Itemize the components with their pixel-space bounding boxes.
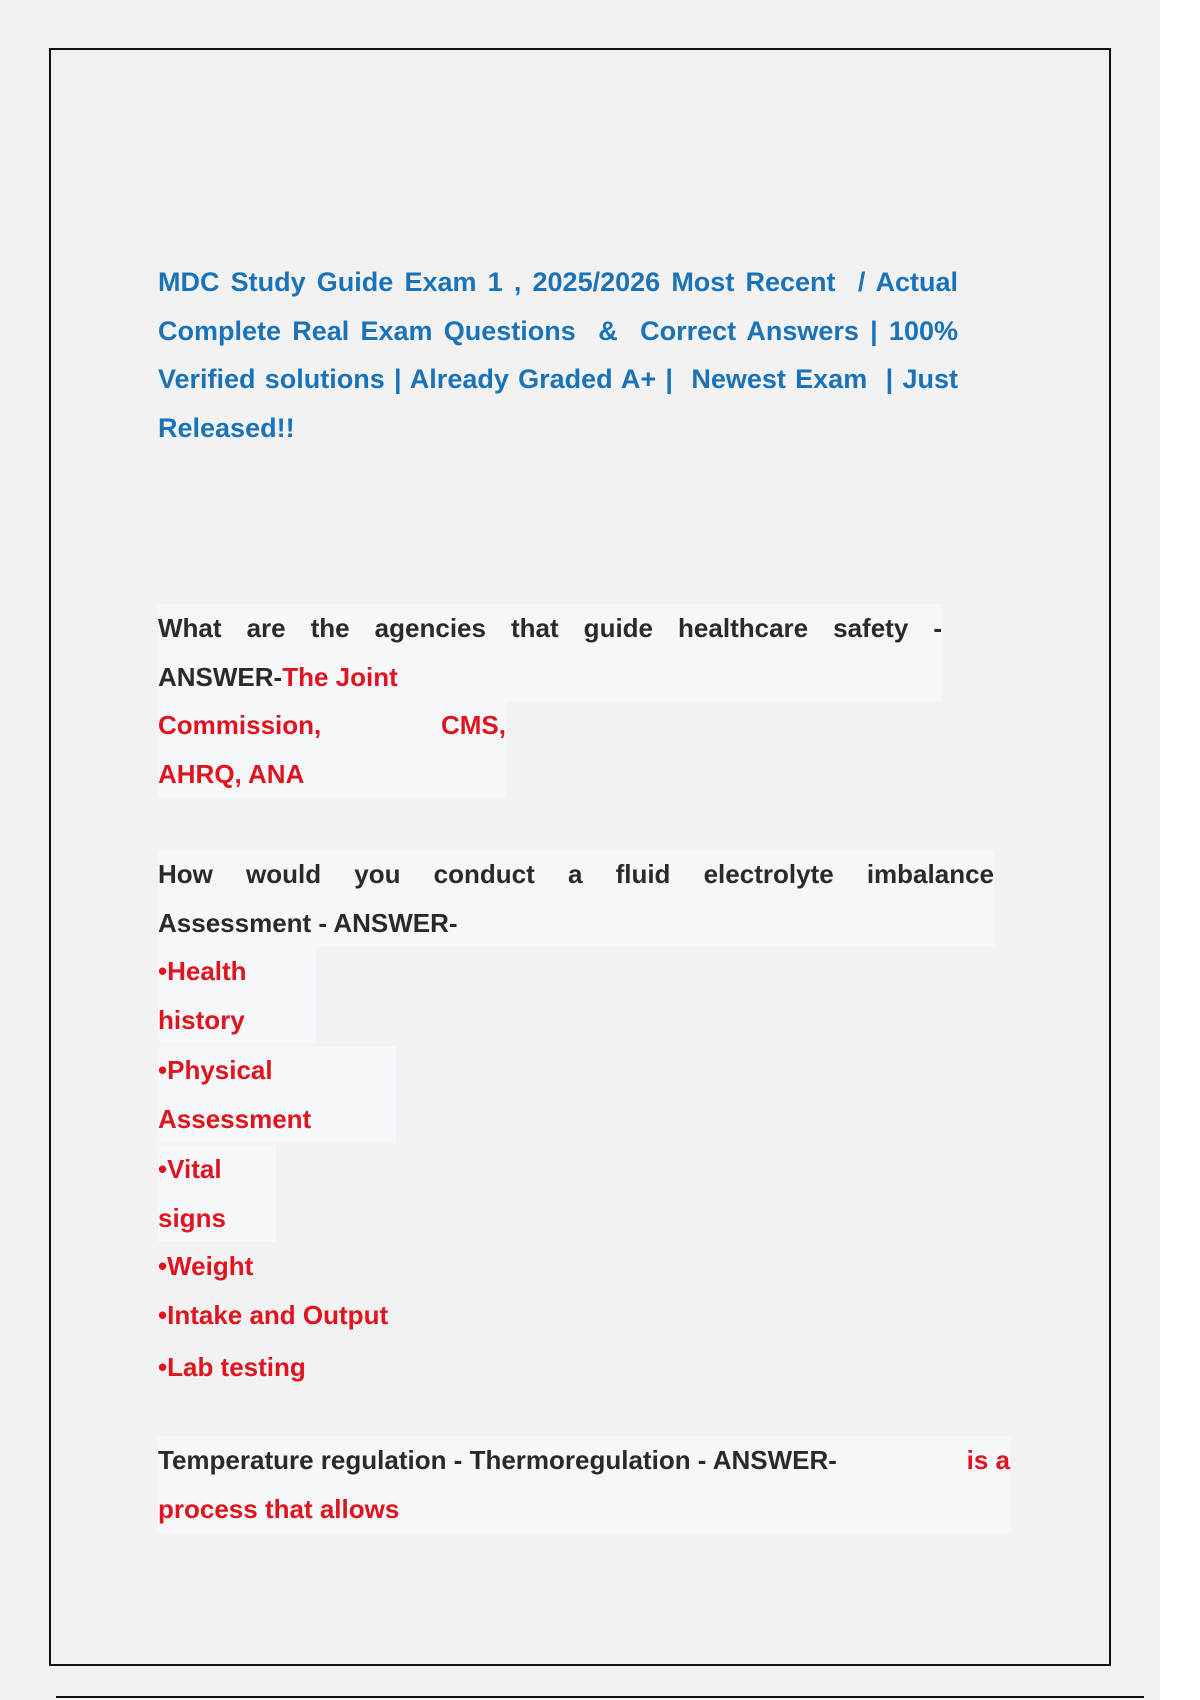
question-2-line-2: Assessment - ANSWER- (158, 907, 458, 938)
answer-item: •Lab testing (158, 1352, 306, 1382)
question-2 (158, 850, 994, 1392)
question-3-text: Temperature regulation - Thermoregulation - ANSWER- (158, 1445, 837, 1475)
question-2-text-highlight (158, 850, 994, 947)
question-1-text-highlight (158, 604, 942, 701)
title-line-1: MDC Study Guide Exam 1 , 2025/2026 Most Recent / Actual (158, 267, 958, 297)
answer-commission: Commission, (158, 710, 322, 740)
answer-remaining-items (158, 1242, 994, 1392)
question-1-line-1: What are the agencies that guide healthcare safety - (158, 613, 942, 643)
answer-item: Assessment (158, 1103, 312, 1134)
question-1-answer-start: The Joint (282, 661, 398, 692)
document-title (158, 258, 958, 452)
question-1-answer-prefix: ANSWER- (158, 661, 283, 692)
answer-physical-assessment-highlight (158, 1046, 396, 1143)
page-bottom-rule (56, 1696, 1144, 1698)
question-3-answer-start: is a (966, 1445, 1010, 1475)
question-1-answer-line-2 (158, 701, 506, 750)
question-3-line-1 (158, 1436, 1010, 1485)
answer-vital-signs-highlight (158, 1145, 276, 1242)
question-1-line-2 (158, 653, 942, 702)
answer-item: history (158, 1004, 245, 1035)
answer-health-history-highlight (158, 947, 316, 1044)
title-line-3: Verified solutions | Already Graded A+ | Newest Exam | Just (158, 364, 958, 394)
answer-item: •Physical (158, 1055, 273, 1085)
question-1 (158, 604, 942, 798)
answer-item: •Health (158, 956, 247, 986)
question-3 (158, 1436, 1010, 1533)
question-2-line-1: How would you conduct a fluid electrolyte imbalance (158, 859, 994, 889)
question-1-answer-highlight (158, 701, 506, 798)
answer-item: signs (158, 1202, 226, 1233)
title-line-4: Released!! (158, 412, 295, 443)
answer-item: •Weight (158, 1251, 254, 1281)
answer-cms: CMS, (441, 710, 506, 740)
question-1-answer-line-3: AHRQ, ANA (158, 758, 305, 789)
question-3-text-highlight (158, 1436, 1010, 1533)
page-margin-strip (1160, 0, 1200, 1700)
answer-item: •Vital (158, 1154, 222, 1184)
answer-item: •Intake and Output (158, 1299, 389, 1330)
title-line-2: Complete Real Exam Questions & Correct Answers | 100% (158, 315, 958, 346)
question-3-answer-line-2: process that allows (158, 1493, 400, 1524)
